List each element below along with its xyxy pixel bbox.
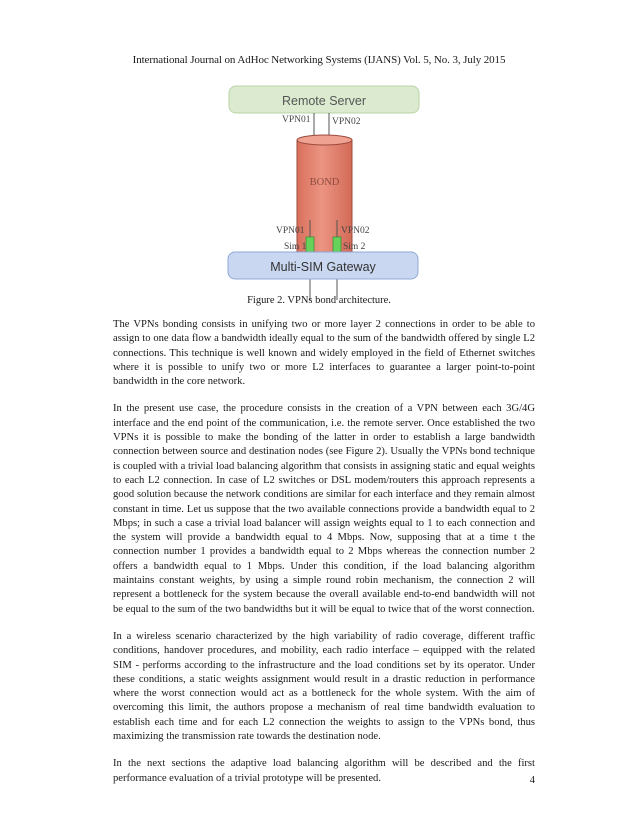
page-number: 4 (529, 775, 535, 786)
bond-label: BOND (309, 177, 340, 188)
sim2-label: Sim 2 (343, 242, 366, 252)
vpn01-top-label: VPN01 (282, 115, 311, 125)
architecture-diagram-lower (0, 220, 638, 330)
paragraph-4: In the next sections the adaptive load balancing algorithm will be described and the first performance evaluation of a trivial prototype will be presented. (113, 758, 535, 784)
sim1-icon (306, 237, 314, 252)
vpn01-bottom-label: VPN01 (276, 226, 305, 236)
sim1-label: Sim 1 (284, 242, 307, 252)
running-header: International Journal on AdHoc Networking Systems (IJANS) Vol. 5, No. 3, July 2015 (132, 54, 506, 66)
gateway-label: Multi-SIM Gateway (270, 260, 376, 274)
paragraph-2: In the present use case, the procedure consists in the creation of a VPN between each 3G/4G interface and the end point of the communication, i.e. the remote server. Once established the two VPNs it is possible to make the bonding of the latter in order to establish a large bandwidth connection between source and destination nodes (see Figure 2). Usually the VPNs bond technique is coupled with a trivial load balancing algorithm that consists in assigning static and equal weights to each L2 connection. In case of L2 switches or DSL modem/routers this approach represents a good solution because the network conditions are similar for each interface and they remain almost constant in time. Let us suppose that the two available connections provide a bandwidth equal to 2 Mbps; in such a case a trivial load balancer will assign weights equal to 1 to each connection and the system will provide a bandwidth equal to 4 Mbps. Now, supposing that at a time t the connection number 1 provides a bandwidth equal to 2 Mbps whereas the connection number 2 offers a bandwidth equal to 1 Mbps. Under this condition, if the load balancing algorithm maintains constant weights, by using a simple round robin mechanism, the connection 2 will represent a bottleneck for the system because the overall available end-to-end bandwidth will not be equal to the sum of the two bandwidths but it will be equal to twice that of the worst connection. (113, 403, 535, 615)
body-text (113, 318, 535, 799)
sim2-icon (333, 237, 341, 252)
vpn02-bottom-label: VPN02 (341, 226, 370, 236)
paragraph-1: The VPNs bonding consists in unifying two or more layer 2 connections in order to be able to assign to one data flow a bandwidth ideally equal to the sum of the bandwidth offered by single L2 connections. This technique is well known and widely employed in the field of Ethernet switches where it is possible to unify two or more L2 interfaces to guarantee a larger point-to-point bandwidth in the core network. (113, 319, 535, 388)
vpn02-top-label: VPN02 (332, 117, 361, 127)
paragraph-3: In a wireless scenario characterized by the high variability of radio coverage, different traffic conditions, handover procedures, and mobility, each radio interface – equipped with the related SIM - performs according to the infrastructure and the load conditions set by its operator. Under these conditions, a static weights assignment would result in a drastic reduction in performance where the worst connection would act as a bottleneck for the whole system. With the aim of overcoming this limit, the authors propose a mechanism of real time bandwidth evaluation to establish each time and for each L2 connection the weights to assign to the VPNs bond, thus maximizing the transmission rate towards the destination node. (113, 630, 535, 743)
remote-server-label: Remote Server (281, 94, 367, 108)
figure-vpn-bond-architecture (0, 80, 638, 300)
figure-caption: Figure 2. VPNs bond architecture. (247, 295, 391, 306)
